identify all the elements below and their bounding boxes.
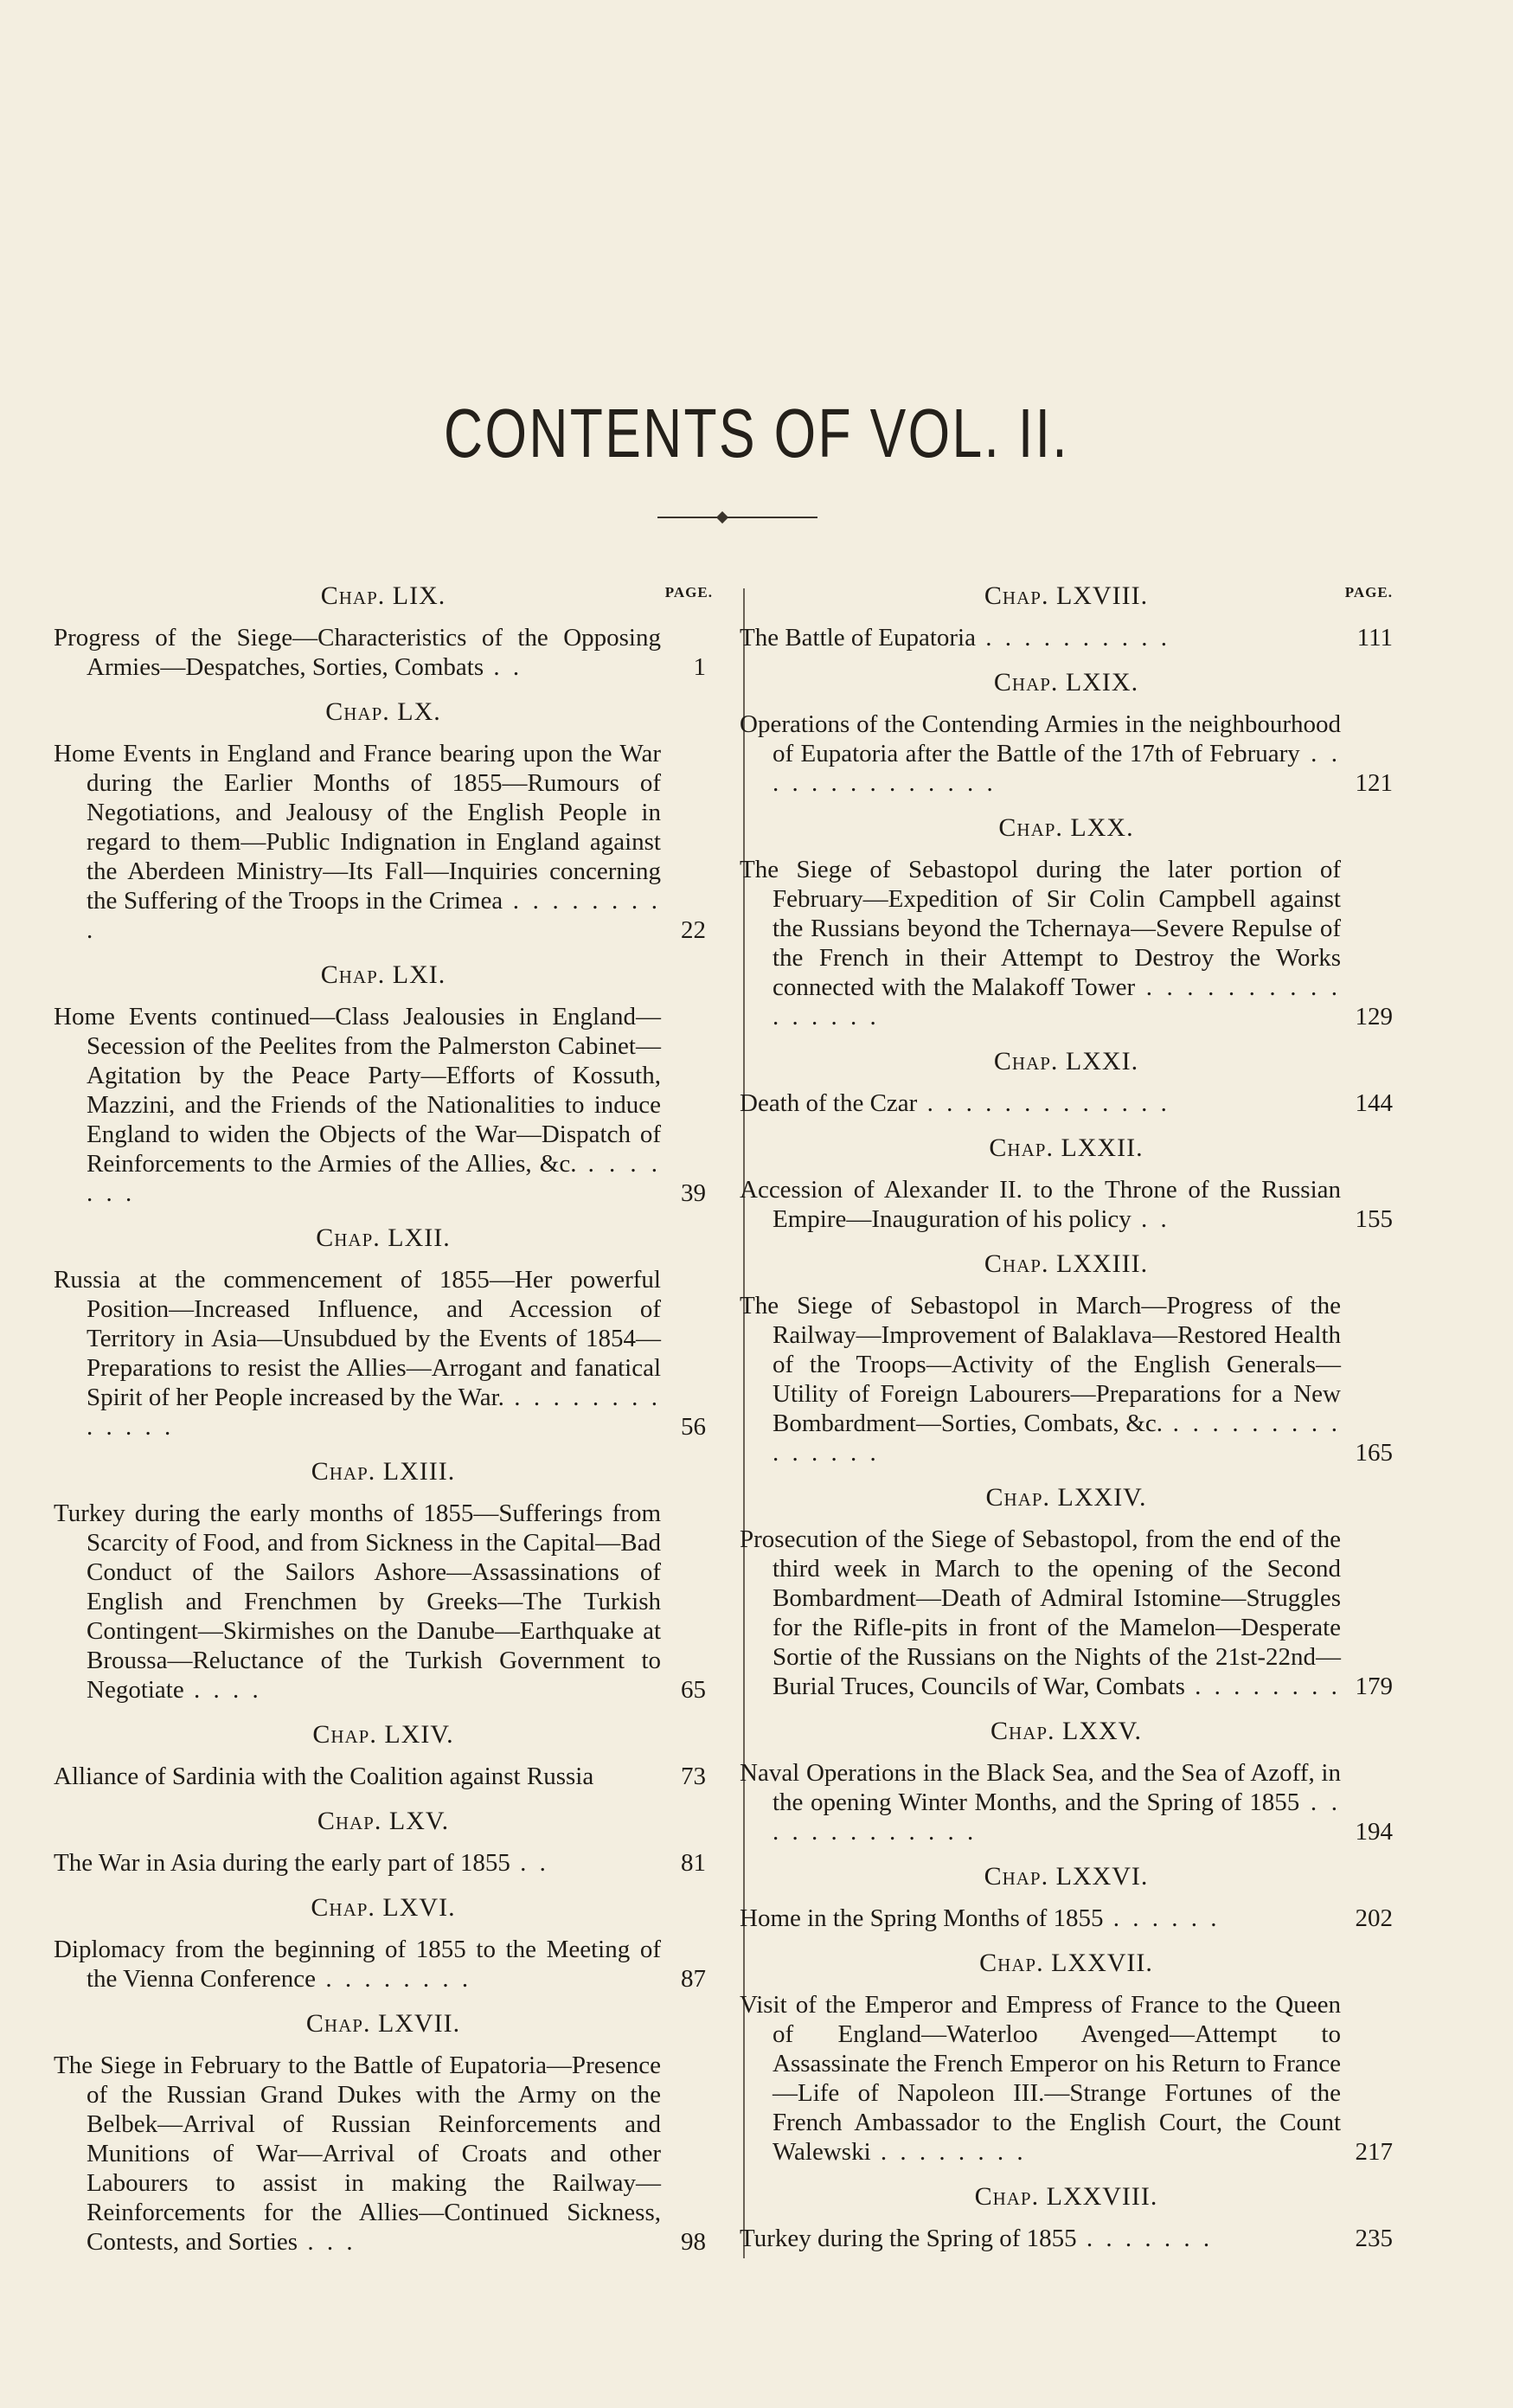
chapter-heading: Chap. LXII.	[316, 1223, 451, 1252]
dot-leader: . . . .	[183, 1676, 262, 1704]
toc-entry[interactable]	[54, 1848, 713, 1878]
chapter-heading: Chap. LXXIV.	[985, 1483, 1147, 1512]
entry-summary: The Siege in February to the Battle of Eupatoria—Presence of the Russian Grand Dukes with the Army on the Belbek—Arrival of Russian Reinforcements and Munitions of War—Arrival of Croats and other Labourers to assist in making the Railway—Reinforcements for the Allies—Continued Sickness, Contests, and Sorties	[54, 2052, 661, 2256]
entry-summary: Progress of the Siege—Characteristics of the Opposing Armies—Despatches, Sorties, Combats	[54, 624, 661, 681]
toc-entry[interactable]	[54, 1762, 713, 1791]
page-number: 165	[1355, 1439, 1393, 1467]
page-number: 87	[681, 1965, 706, 1993]
entry-summary: Visit of the Emperor and Empress of France to the Queen of England—Waterloo Avenged—Attempt to Assassinate the French Emperor on his Return to France—Life of Napoleon III.—Strange Fortunes of the French Ambassador to the English Court, the Count Walewski	[740, 1991, 1341, 2166]
chapter-heading: Chap. LXXI.	[993, 1047, 1139, 1076]
chapter-heading: Chap. LXXIII.	[984, 1249, 1149, 1278]
chapter-heading: Chap. LXXII.	[989, 1133, 1144, 1162]
entry-summary: Alliance of Sardinia with the Coalition against Russia	[54, 1763, 594, 1790]
page-number: 217	[1355, 2138, 1393, 2166]
entry-summary: Diplomacy from the beginning of 1855 to the Meeting of the Vienna Conference	[54, 1936, 661, 1993]
toc-entry[interactable]	[54, 1499, 713, 1705]
page-title: CONTENTS OF VOL. II.	[444, 395, 1069, 472]
page-column-header-left: PAGE.	[664, 584, 713, 600]
toc-entry[interactable]	[740, 1525, 1393, 1701]
page-number: 202	[1355, 1904, 1393, 1932]
page-number: 1	[693, 653, 706, 681]
dot-leader: . . . . . . .	[1076, 2225, 1214, 2252]
chapter-heading: Chap. LXXV.	[991, 1717, 1142, 1745]
entry-summary: Prosecution of the Siege of Sebastopol, from the end of the third week in March to the opening of the Second Bombardment—Death of Admiral Istomine—Struggles for the Rifle-pits in front of the Mamelon—Desperate Sortie of the Russians on the Nights of the 21st-22nd—Burial Truces, Councils of War, Combats	[740, 1525, 1341, 1700]
dot-leader: . . . . . . . . .	[87, 887, 661, 944]
chapter-heading: Chap. LXVII.	[305, 2009, 461, 2038]
entry-summary: Death of the Czar	[740, 1089, 918, 1117]
chapter-heading: Chap. LX.	[325, 697, 441, 726]
chapter-heading: Chap. LXX.	[998, 813, 1134, 842]
toc-entry[interactable]	[740, 1088, 1393, 1118]
page-column-header-right: PAGE.	[1344, 584, 1393, 600]
entry-summary: The Battle of Eupatoria	[740, 624, 976, 652]
chapter-heading: Chap. LXXVI.	[984, 1862, 1149, 1891]
toc-entry[interactable]	[740, 1758, 1393, 1846]
toc-entry[interactable]	[740, 710, 1393, 798]
dot-leader: . .	[1131, 1205, 1170, 1233]
chapter-heading: Chap. LXIV.	[312, 1720, 454, 1749]
dot-leader: . . . . . . . . . . . . .	[773, 1788, 1341, 1846]
toc-entry[interactable]	[740, 2224, 1393, 2253]
page-number: 98	[681, 2228, 706, 2256]
chapter-heading: Chap. LXVIII.	[984, 581, 1149, 610]
chapter-heading: Chap. LXIII.	[311, 1457, 456, 1486]
chapter-heading: Chap. LXXVII.	[979, 1949, 1153, 1977]
toc-entry[interactable]	[54, 739, 713, 945]
page-number: 81	[681, 1849, 706, 1877]
entry-summary: Home Events in England and France bearing upon the War during the Earlier Months of 1855—Rumours of Negotiations, and Jealousy of the English People in regard to them—Public Indignation in England against the Aberdeen Ministry—Its Fall—Inquiries concerning the Suffering of the Troops in the Crimea	[54, 740, 661, 915]
title-rule	[657, 517, 817, 518]
toc-entry[interactable]	[740, 855, 1393, 1031]
chapter-heading: Chap. LXI.	[320, 960, 446, 989]
dot-leader: . . . . . .	[1103, 1904, 1221, 1932]
entry-summary: Russia at the commencement of 1855—Her powerful Position—Increased Influence, and Accession of Territory in Asia—Unsubdued by the Events of 1854—Preparations to resist the Allies—Arrogant and fanatical Spirit of her People increased by the War.	[54, 1266, 661, 1411]
toc-entry[interactable]	[740, 1904, 1393, 1933]
dot-leader: . .	[484, 653, 523, 681]
page-number: 144	[1355, 1089, 1393, 1117]
entry-summary: Turkey during the Spring of 1855	[740, 2225, 1077, 2252]
dot-leader: . . . . . . . .	[870, 2138, 1027, 2166]
page-number: 155	[1355, 1205, 1393, 1233]
toc-entry[interactable]	[740, 1291, 1393, 1467]
chapter-heading: Chap. LXVI.	[311, 1893, 456, 1922]
right-entries	[740, 581, 1393, 2253]
entry-summary: Turkey during the early months of 1855—Sufferings from Scarcity of Food, and from Sickness in the Capital—Bad Conduct of the Sailors Ashore—Assassinations of English and Frenchmen by Greeks—The Turkish Contingent—Skirmishes on the Danube—Earthquake at Broussa—Reluctance of the Turkish Government to Negotiate	[54, 1499, 661, 1704]
page-number: 39	[681, 1179, 706, 1207]
dot-leader: . . . . . . . . . . . . .	[87, 1384, 661, 1441]
chapter-heading: Chap. LXV.	[317, 1807, 450, 1835]
page-number: 73	[681, 1763, 706, 1790]
page-number: 22	[681, 916, 706, 944]
chapter-heading: Chap. LXIX.	[993, 668, 1139, 697]
right-column	[740, 581, 1393, 2269]
toc-entry[interactable]	[54, 2051, 713, 2257]
toc-entry[interactable]	[740, 1175, 1393, 1234]
entry-summary: Home in the Spring Months of 1855	[740, 1904, 1104, 1932]
dot-leader: . . . . . . .	[87, 1150, 661, 1207]
dot-leader: . .	[510, 1849, 549, 1877]
chapter-heading: Chap. LIX.	[320, 581, 446, 610]
toc-entry[interactable]	[54, 1002, 713, 1208]
dot-leader: . . . . . . . . . . . . . . .	[773, 1409, 1342, 1467]
page-number: 56	[681, 1413, 706, 1441]
entry-summary: Home Events continued—Class Jealousies in England—Secession of the Peelites from the Palmerston Cabinet—Agitation by the Peace Party—Efforts of Kossuth, Mazzini, and the Friends of the Nationalities to induce England to widen the Objects of the War—Dispatch of Reinforcements to the Armies of the Allies, &c.	[54, 1003, 661, 1178]
dot-leader: . . . . . . . . . . . . .	[917, 1089, 1170, 1117]
toc-entry[interactable]	[740, 1990, 1393, 2167]
dot-leader: . . . . . . . .	[316, 1965, 472, 1993]
left-column	[54, 581, 713, 2272]
toc-entry[interactable]	[54, 623, 713, 682]
toc-entry[interactable]	[740, 623, 1393, 652]
toc-entry[interactable]	[54, 1935, 713, 1994]
entry-summary: The War in Asia during the early part of 1855	[54, 1849, 510, 1877]
dot-leader: . . . . . . . . . . . . . .	[773, 740, 1341, 797]
dot-leader: . . . . . . . . . .	[975, 624, 1170, 652]
page-number: 179	[1355, 1673, 1393, 1700]
dot-leader: . . .	[298, 2228, 356, 2256]
entry-summary: Accession of Alexander II. to the Throne of the Russian Empire—Inauguration of his policy	[740, 1176, 1341, 1233]
page-number: 65	[681, 1676, 706, 1704]
page-number: 121	[1355, 769, 1393, 797]
entry-summary: Naval Operations in the Black Sea, and the Sea of Azoff, in the opening Winter Months, and the Spring of 1855	[740, 1759, 1341, 1816]
left-entries	[54, 581, 713, 2257]
entry-summary: The Siege of Sebastopol in March—Progress of the Railway—Improvement of Balaklava—Restored Health of the Troops—Activity of the English Generals—Utility of Foreign Labourers—Preparations for a New Bombardment—Sorties, Combats, &c.	[740, 1292, 1341, 1437]
entry-summary: Operations of the Contending Armies in the neighbourhood of Eupatoria after the Battle of the 17th of February	[740, 710, 1341, 767]
chapter-heading: Chap. LXXVIII.	[974, 2182, 1158, 2211]
entry-summary: The Siege of Sebastopol during the later portion of February—Expedition of Sir Colin Campbell against the Russians beyond the Tchernaya—Severe Repulse of the French in their Attempt to Destroy the Works connected with the Malakoff Tower	[740, 856, 1341, 1001]
dot-leader: . . . . . . . .	[1184, 1673, 1341, 1700]
page-number: 235	[1355, 2225, 1393, 2252]
toc-entry[interactable]	[54, 1265, 713, 1442]
page-number: 194	[1355, 1818, 1393, 1846]
rule-ornament-icon	[716, 511, 728, 523]
page-number: 129	[1355, 1003, 1393, 1031]
page-number: 111	[1356, 624, 1393, 652]
dot-leader: . . . . . . . . . . . . . . . .	[773, 973, 1342, 1031]
